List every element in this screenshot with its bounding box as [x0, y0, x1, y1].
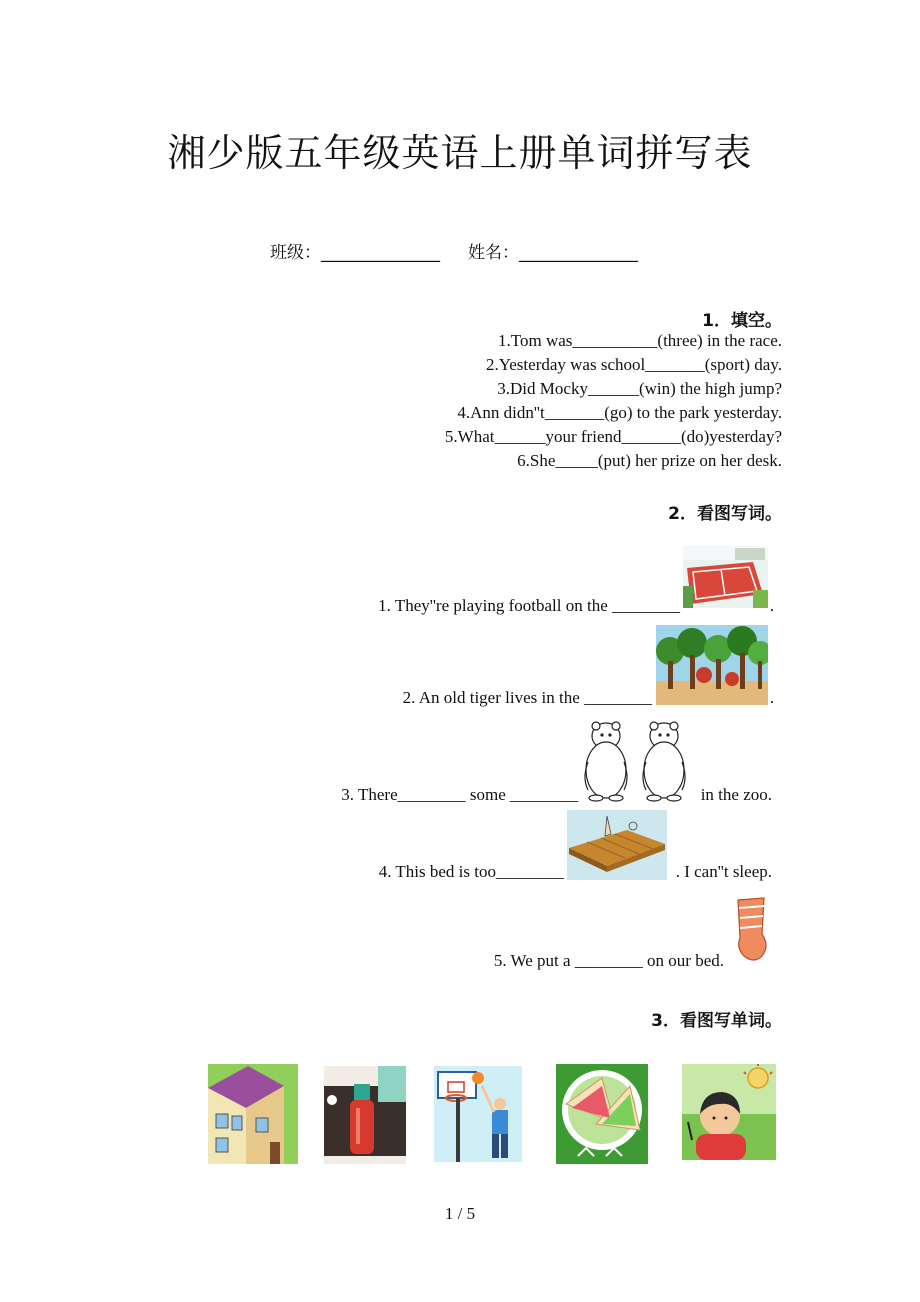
house-icon [208, 1064, 298, 1164]
basketball-icon [434, 1066, 522, 1162]
idea-boy-icon [682, 1064, 776, 1160]
section3-heading: 3．看图写单词。 [651, 1011, 782, 1031]
football-field-icon [683, 546, 768, 608]
class-label: 班级： [270, 243, 321, 263]
student-info-line [270, 238, 638, 263]
fill-blank-item-3: 3.Did Mocky______(win) the high jump? [497, 379, 782, 398]
fill-blank-item-2: 2.Yesterday was school_______(sport) day. [485, 355, 782, 374]
sandwich-icon [556, 1064, 648, 1164]
sock-icon [730, 896, 772, 964]
class-blank: ______________ [321, 243, 440, 263]
polar-bears-icon [580, 718, 692, 802]
picture-sentence-3: 3. There________ some ________ [341, 785, 578, 804]
fill-blank-item-6: 6.She_____(put) her prize on her desk. [517, 451, 782, 470]
hard-bed-icon [567, 810, 667, 880]
picture-sentence-4-end: . I can''t sleep. [675, 862, 772, 881]
bottle-icon [324, 1066, 406, 1164]
section1-heading: 1．填空。 [702, 311, 782, 331]
fill-blank-item-5: 5.What______your friend_______(do)yesterday? [444, 427, 782, 446]
section2-heading: 2．看图写词。 [668, 504, 782, 524]
page-title: 湘少版五年级英语上册单词拼写表 [167, 131, 753, 175]
picture-sentence-4: 4. This bed is too________ [378, 862, 564, 881]
picture-sentence-5: 5. We put a ________ on our bed. [493, 951, 724, 970]
name-label: 姓名： [468, 243, 519, 263]
picture-sentence-3-end: in the zoo. [700, 785, 772, 804]
fill-blank-item-4: 4.Ann didn''t_______(go) to the park yesterday. [457, 403, 782, 422]
page-number: 1 / 5 [444, 1204, 476, 1223]
picture-sentence-1-end: . [769, 596, 774, 615]
forest-icon [656, 625, 768, 705]
picture-sentence-2-end: . [769, 688, 774, 707]
name-blank: ______________ [519, 243, 638, 263]
picture-sentence-2: 2. An old tiger lives in the ________ [402, 688, 652, 707]
fill-blank-item-1: 1.Tom was__________(three) in the race. [498, 331, 782, 350]
picture-sentence-1: 1. They''re playing football on the ________ [378, 596, 680, 615]
